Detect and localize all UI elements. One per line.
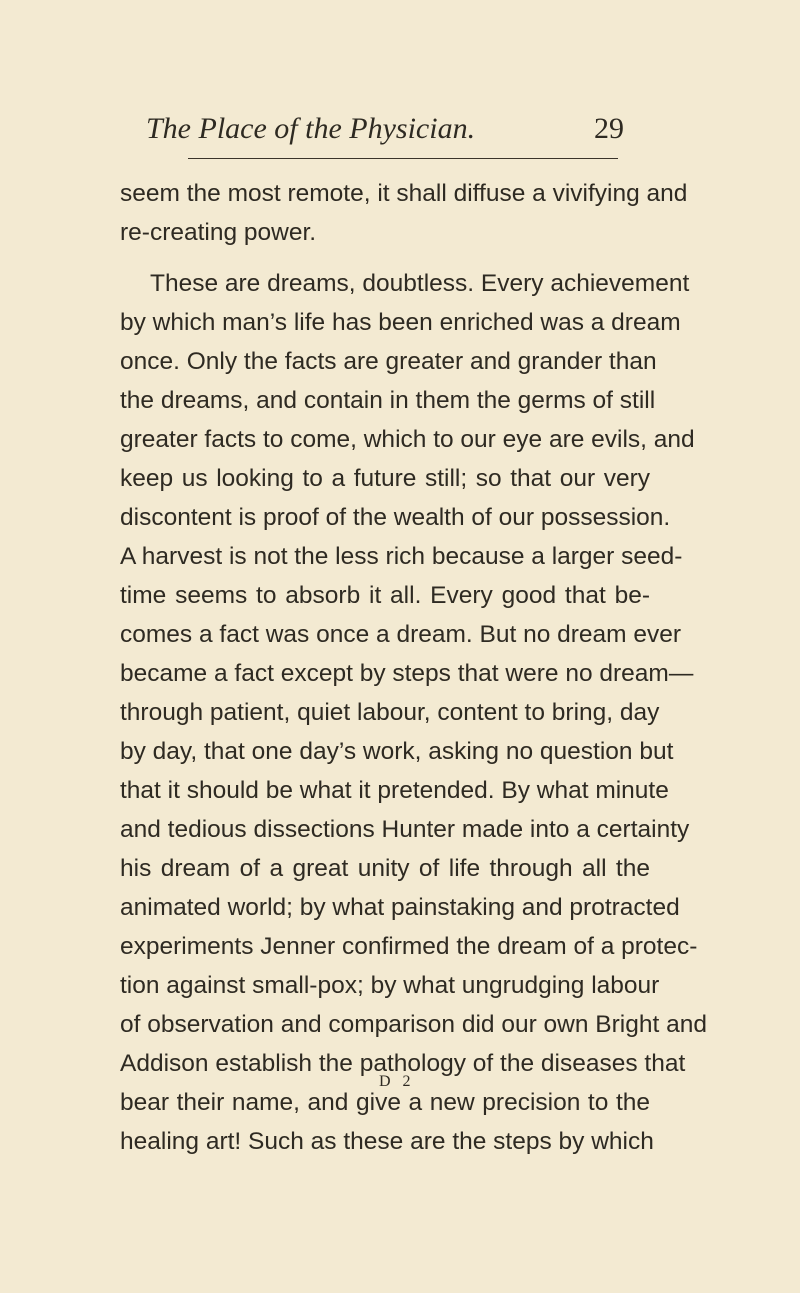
text-line: Addison establish the pathology of the diseases that xyxy=(120,1050,686,1077)
running-head xyxy=(146,112,624,152)
signature-mark: D 2 xyxy=(379,1073,415,1090)
header-rule xyxy=(188,158,618,159)
text-line: re-creating power. xyxy=(120,219,317,246)
text-line: became a fact except by steps that were no dream— xyxy=(120,660,694,687)
text-line: bear their name, and give a new precision to the xyxy=(120,1089,650,1116)
text-line: through patient, quiet labour, content to bring, day xyxy=(120,699,660,726)
text-line: These are dreams, doubtless. Every achievement xyxy=(150,270,690,297)
text-line: the dreams, and contain in them the germs of still xyxy=(120,387,656,414)
text-line: of observation and comparison did our own Bright and xyxy=(120,1011,707,1038)
text-line: discontent is proof of the wealth of our possession. xyxy=(120,504,671,531)
text-line: animated world; by what painstaking and protracted xyxy=(120,894,680,921)
text-line: by day, that one day’s work, asking no question but xyxy=(120,738,674,765)
text-line: keep us looking to a future still; so that our very xyxy=(120,465,650,492)
text-line: time seems to absorb it all. Every good that be- xyxy=(120,582,650,609)
paragraph-gap xyxy=(120,252,650,264)
text-line: by which man’s life has been enriched was a dream xyxy=(120,309,681,336)
text-line: once. Only the facts are greater and grander than xyxy=(120,348,657,375)
text-line: greater facts to come, which to our eye are evils, and xyxy=(120,426,695,453)
page-number: 29 xyxy=(594,112,624,145)
text-line: tion against small-pox; by what ungrudging labour xyxy=(120,972,660,999)
text-line: and tedious dissections Hunter made into a certainty xyxy=(120,816,690,843)
body-text xyxy=(120,174,707,1161)
running-title: The Place of the Physician. xyxy=(146,112,476,145)
text-line: seem the most remote, it shall diffuse a vivifying and xyxy=(120,180,688,207)
text-line: that it should be what it pretended. By what minute xyxy=(120,777,669,804)
text-line: comes a fact was once a dream. But no dream ever xyxy=(120,621,682,648)
text-line: his dream of a great unity of life through all the xyxy=(120,855,650,882)
text-line: healing art! Such as these are the steps by which xyxy=(120,1128,654,1155)
text-line: experiments Jenner confirmed the dream of a protec- xyxy=(120,933,698,960)
text-line: A harvest is not the less rich because a larger seed- xyxy=(120,543,683,570)
